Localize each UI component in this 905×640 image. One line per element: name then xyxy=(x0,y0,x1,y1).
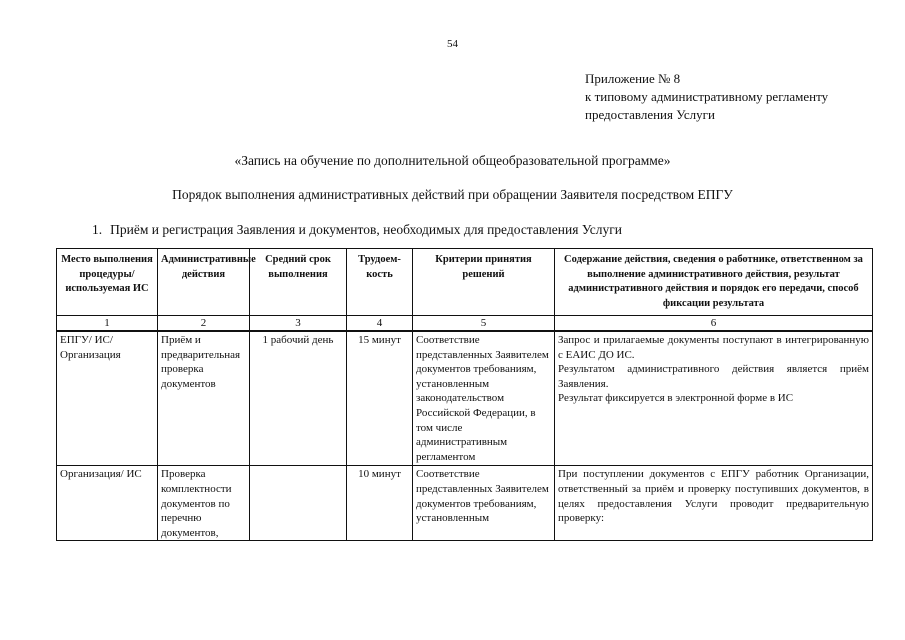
procedure-table xyxy=(56,248,873,541)
cell-criteria xyxy=(413,466,555,541)
content-paragraph: Результатом административного действия является приём Заявления. xyxy=(558,363,869,390)
appendix-line-1: Приложение № 8 xyxy=(585,71,681,86)
document-title: «Запись на обучение по дополнительной общеобразовательной программе» xyxy=(234,153,671,168)
cell-labor xyxy=(347,466,413,541)
cell-content xyxy=(555,331,873,466)
cell-term xyxy=(250,466,347,541)
header-actions: Административные действия xyxy=(158,249,250,316)
column-number-row xyxy=(57,316,873,332)
cell-text: Организация/ ИС xyxy=(60,468,142,481)
cell-action: Приём и предварительная проверка документов xyxy=(158,331,250,466)
table-row xyxy=(57,466,873,541)
column-number: 2 xyxy=(158,316,250,332)
appendix-line-3: предоставления Услуги xyxy=(585,107,715,122)
cell-text: Проверка комплектности документов по перечню документов, xyxy=(161,468,232,539)
header-labor: Трудоем- кость xyxy=(347,249,413,316)
section-text: Приём и регистрация Заявления и документов, необходимых для предоставления Услуги xyxy=(110,222,622,237)
column-number: 3 xyxy=(250,316,347,332)
cell-criteria: Соответствие представленных Заявителем документов требованиям, установленным законодательством Российской Федерации, в том числе административным регламентом xyxy=(413,331,555,466)
cell-term: 1 рабочий день xyxy=(250,331,347,466)
header-content: Содержание действия, сведения о работнике, ответственном за выполнение административного действия, результат административного действия и порядок его передачи, способ фиксации результата xyxy=(555,249,873,316)
cell-content xyxy=(555,466,873,541)
cell-text: При поступлении документов с ЕПГУ работник Организации, ответственный за приём и проверку поступивших документов, в целях предоставления Услуги проводит предварительную проверку: xyxy=(558,468,869,525)
section-heading xyxy=(92,222,622,238)
header-criteria: Критерии принятия решений xyxy=(413,249,555,316)
page-number: 54 xyxy=(447,38,458,50)
cell-place: ЕПГУ/ ИС/Организация xyxy=(57,331,158,466)
section-number: 1. xyxy=(92,222,103,237)
column-number: 1 xyxy=(57,316,158,332)
column-number: 6 xyxy=(555,316,873,332)
appendix-line-2: к типовому административному регламенту xyxy=(585,89,829,104)
cell-labor: 15 минут xyxy=(347,331,413,466)
table-header-row xyxy=(57,249,873,316)
cell-action xyxy=(158,466,250,541)
column-number: 5 xyxy=(413,316,555,332)
content-paragraph: Результат фиксируется в электронной форме в ИС xyxy=(558,392,794,405)
table-row xyxy=(57,331,873,466)
cell-text xyxy=(253,467,343,539)
header-term: Средний срок выполнения xyxy=(250,249,347,316)
cell-place xyxy=(57,466,158,541)
cell-text: 10 минут xyxy=(358,468,401,481)
content-paragraph: Запрос и прилагаемые документы поступают в интегрированную с ЕАИС ДО ИС. xyxy=(558,334,869,361)
appendix-block xyxy=(585,70,828,124)
cell-text: Соответствие представленных Заявителем документов требованиям, установленным xyxy=(416,468,549,525)
header-place: Место выполнения процедуры/ используемая ИС xyxy=(57,249,158,316)
document-subtitle: Порядок выполнения административных действий при обращении Заявителя посредством ЕПГУ xyxy=(172,187,733,202)
column-number: 4 xyxy=(347,316,413,332)
